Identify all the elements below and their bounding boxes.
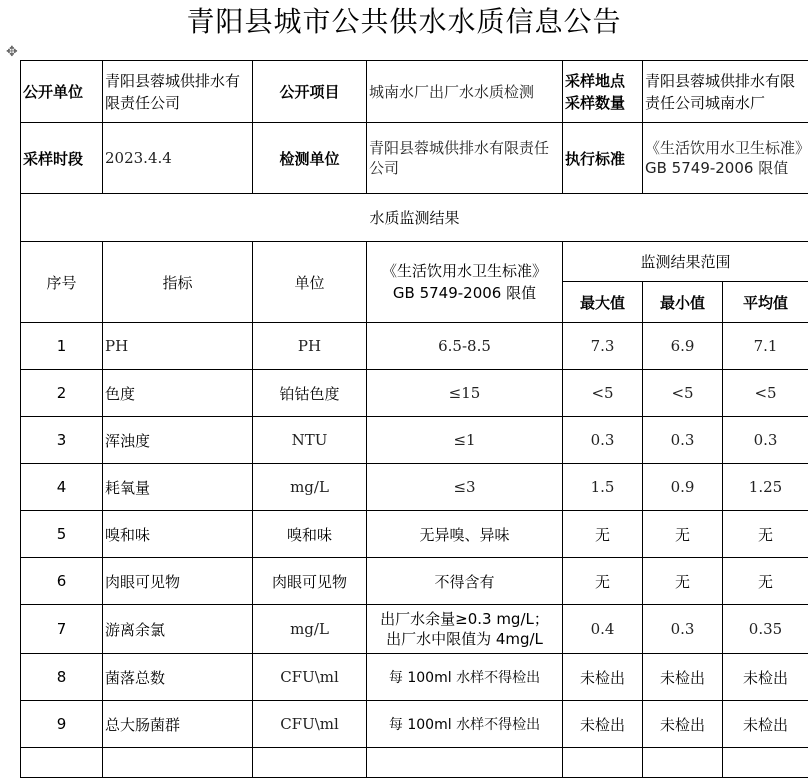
col-max-header: 最大值 [563, 282, 643, 323]
row-limit: ≤3 [367, 464, 563, 511]
period-value: 2023.4.4 [103, 123, 253, 194]
row-max: 0.3 [563, 417, 643, 464]
row-unit: CFU\ml [253, 701, 367, 748]
row-no: 1 [21, 323, 103, 370]
row-no: 3 [21, 417, 103, 464]
table-row [21, 701, 808, 748]
row-unit: 铂钴色度 [253, 370, 367, 417]
section-row [21, 194, 808, 242]
sampling-value: 青阳县蓉城供排水有限责任公司城南水厂 [643, 61, 808, 123]
row-unit: 嗅和味 [253, 511, 367, 558]
row-max: 无 [563, 511, 643, 558]
table-row-partial [21, 748, 808, 778]
row-no: 2 [21, 370, 103, 417]
row-min: 未检出 [643, 654, 723, 701]
col-limit-header [367, 242, 563, 323]
row-avg: 1.25 [723, 464, 808, 511]
row-no: 8 [21, 654, 103, 701]
row-min: 6.9 [643, 323, 723, 370]
row-indicator: 总大肠菌群 [103, 701, 253, 748]
row-limit: 6.5-8.5 [367, 323, 563, 370]
col-limit-header-line1: 《生活饮用水卫生标准》 [369, 260, 560, 282]
col-unit-header: 单位 [253, 242, 367, 323]
row-limit-line1: 出厂水余量≥0.3 mg/L； [369, 609, 560, 629]
row-max: 无 [563, 558, 643, 605]
row-indicator: PH [103, 323, 253, 370]
publisher-value: 青阳县蓉城供排水有限责任公司 [103, 61, 253, 123]
row-indicator: 浑浊度 [103, 417, 253, 464]
row-indicator: 耗氧量 [103, 464, 253, 511]
lab-label: 检测单位 [253, 123, 367, 194]
col-range-header: 监测结果范围 [563, 242, 808, 282]
row-unit: NTU [253, 417, 367, 464]
row-limit [367, 605, 563, 654]
row-min: 0.3 [643, 605, 723, 654]
info-row-2 [21, 123, 808, 194]
row-indicator: 游离余氯 [103, 605, 253, 654]
row-min: 0.9 [643, 464, 723, 511]
table-row [21, 323, 808, 370]
row-unit: PH [253, 323, 367, 370]
table-row [21, 511, 808, 558]
row-avg: 无 [723, 511, 808, 558]
table-row [21, 370, 808, 417]
row-no: 5 [21, 511, 103, 558]
col-avg-header: 平均值 [723, 282, 808, 323]
standard-value: 《生活饮用水卫生标准》GB 5749-2006 限值 [643, 123, 808, 194]
row-min: 无 [643, 511, 723, 558]
page-title: 青阳县城市公共供水水质信息公告 [0, 2, 808, 42]
row-min: 未检出 [643, 701, 723, 748]
row-max: 7.3 [563, 323, 643, 370]
table-row [21, 558, 808, 605]
row-min: 无 [643, 558, 723, 605]
row-min: 0.3 [643, 417, 723, 464]
row-avg: <5 [723, 370, 808, 417]
row-limit-line2: 出厂水中限值为 4mg/L [369, 629, 560, 649]
row-limit: 每 100ml 水样不得检出 [367, 701, 563, 748]
row-max: 未检出 [563, 654, 643, 701]
col-indicator-header: 指标 [103, 242, 253, 323]
row-avg: 无 [723, 558, 808, 605]
row-limit: ≤15 [367, 370, 563, 417]
table-move-handle-icon[interactable]: ✥ [6, 44, 22, 60]
table-row [21, 605, 808, 654]
row-unit: 肉眼可见物 [253, 558, 367, 605]
row-max: 0.4 [563, 605, 643, 654]
col-limit-header-line2: GB 5749-2006 限值 [369, 282, 560, 304]
row-avg: 未检出 [723, 654, 808, 701]
item-value: 城南水厂出厂水水质检测 [367, 61, 563, 123]
row-max: 未检出 [563, 701, 643, 748]
table-row [21, 654, 808, 701]
row-indicator: 色度 [103, 370, 253, 417]
row-indicator: 肉眼可见物 [103, 558, 253, 605]
item-label: 公开项目 [253, 61, 367, 123]
table-row [21, 464, 808, 511]
sampling-location-label: 采样地点 [565, 70, 640, 92]
row-no: 7 [21, 605, 103, 654]
period-label: 采样时段 [21, 123, 103, 194]
table-row [21, 417, 808, 464]
col-no-header: 序号 [21, 242, 103, 323]
water-quality-table [20, 60, 808, 778]
row-unit: mg/L [253, 605, 367, 654]
lab-value: 青阳县蓉城供排水有限责任公司 [367, 123, 563, 194]
column-header-row-1 [21, 242, 808, 282]
row-unit: mg/L [253, 464, 367, 511]
row-unit: CFU\ml [253, 654, 367, 701]
sampling-count-label: 采样数量 [565, 92, 640, 114]
row-no: 6 [21, 558, 103, 605]
row-limit: 每 100ml 水样不得检出 [367, 654, 563, 701]
row-limit: 无异嗅、异味 [367, 511, 563, 558]
sampling-label [563, 61, 643, 123]
row-limit: 不得含有 [367, 558, 563, 605]
row-min: <5 [643, 370, 723, 417]
col-min-header: 最小值 [643, 282, 723, 323]
section-title: 水质监测结果 [21, 194, 808, 242]
row-avg: 7.1 [723, 323, 808, 370]
row-max: <5 [563, 370, 643, 417]
publisher-label: 公开单位 [21, 61, 103, 123]
row-no: 9 [21, 701, 103, 748]
standard-label: 执行标准 [563, 123, 643, 194]
row-indicator: 嗅和味 [103, 511, 253, 558]
row-limit: ≤1 [367, 417, 563, 464]
row-max: 1.5 [563, 464, 643, 511]
row-avg: 未检出 [723, 701, 808, 748]
row-indicator: 菌落总数 [103, 654, 253, 701]
row-avg: 0.35 [723, 605, 808, 654]
row-no: 4 [21, 464, 103, 511]
info-row-1 [21, 61, 808, 123]
row-avg: 0.3 [723, 417, 808, 464]
